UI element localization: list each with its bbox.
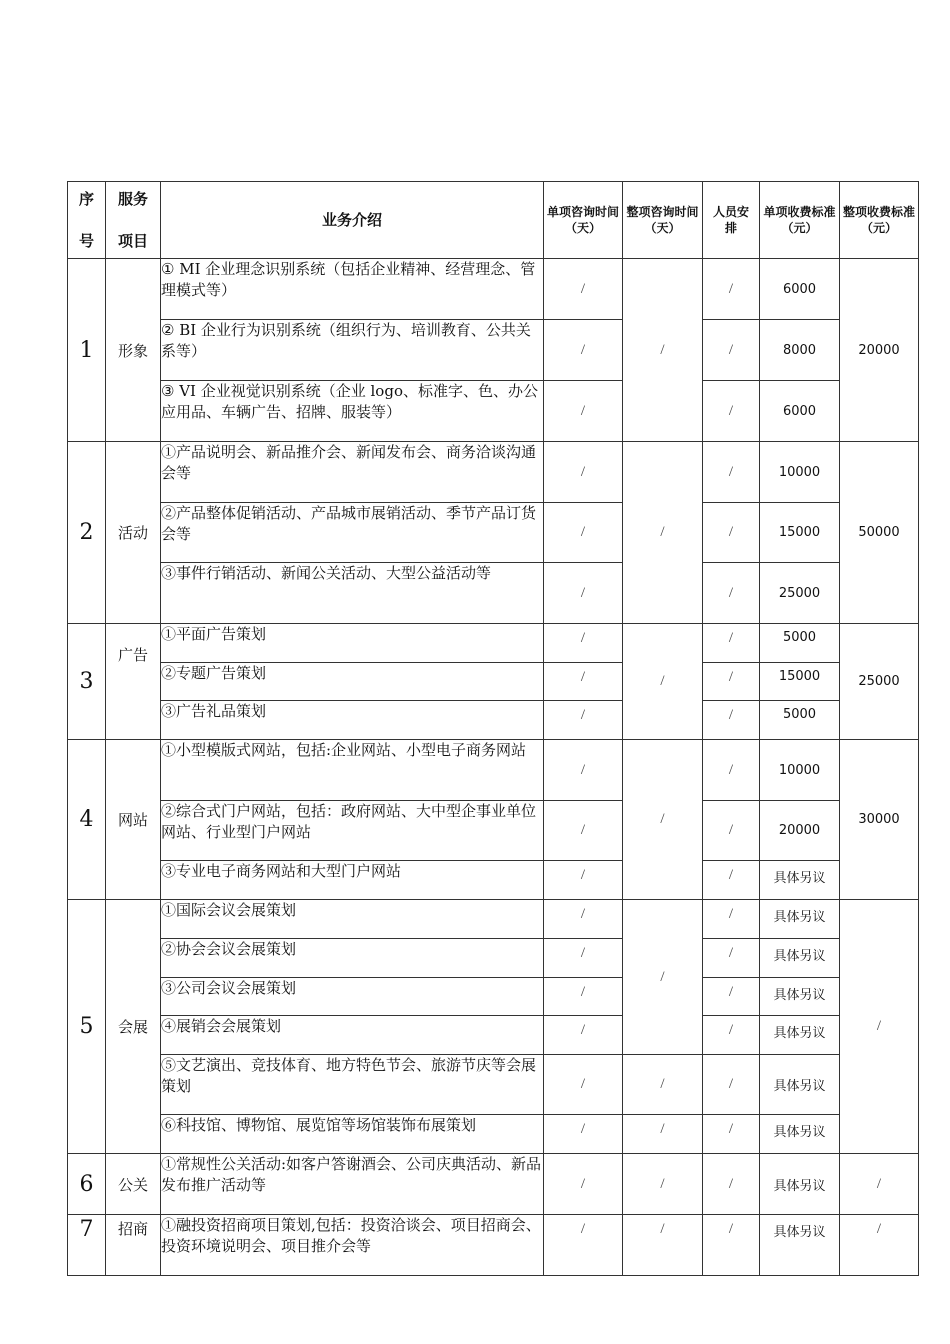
service-description: ① MI 企业理念识别系统（包括企业精神、经营理念、管理模式等）	[161, 259, 544, 320]
staff-value: /	[703, 701, 760, 740]
single-time-value: /	[544, 861, 623, 900]
service-description: ①常规性公关活动:如客户答谢酒会、公司庆典活动、新品发布推广活动等	[161, 1154, 544, 1215]
staff-value: /	[703, 1154, 760, 1215]
single-time-value: /	[544, 701, 623, 740]
single-fee-value: 具体另议	[760, 1115, 840, 1154]
staff-value: /	[703, 801, 760, 861]
single-time-value: /	[544, 939, 623, 978]
staff-value: /	[703, 503, 760, 563]
service-description: ②产品整体促销活动、产品城市展销活动、季节产品订货会等	[161, 503, 544, 563]
whole-fee-value: 25000	[840, 624, 919, 740]
single-fee-value: 5000	[760, 624, 840, 663]
staff-value: /	[703, 563, 760, 624]
header-single-time: 单项咨询时间（天）	[544, 182, 623, 259]
service-name: 招商	[106, 1215, 161, 1276]
service-description: ①融投资招商项目策划,包括：投资洽谈会、项目招商会、投资环境说明会、项目推介会等	[161, 1215, 544, 1276]
table-row	[68, 740, 919, 801]
single-time-value: /	[544, 1215, 623, 1276]
row-seq: 2	[68, 442, 106, 624]
single-fee-value: 15000	[760, 663, 840, 701]
whole-time-value: /	[623, 1154, 703, 1215]
single-fee-value: 15000	[760, 503, 840, 563]
single-fee-value: 具体另议	[760, 1055, 840, 1115]
service-name: 广告	[106, 624, 161, 740]
header-single-fee: 单项收费标准（元）	[760, 182, 840, 259]
row-seq: 4	[68, 740, 106, 900]
whole-time-value: /	[623, 1115, 703, 1154]
row-seq: 7	[68, 1215, 106, 1276]
service-description: ②协会会议会展策划	[161, 939, 544, 978]
single-fee-value: 具体另议	[760, 978, 840, 1016]
header-description: 业务介绍	[161, 182, 544, 259]
service-description: ①产品说明会、新品推介会、新闻发布会、商务洽谈沟通会等	[161, 442, 544, 503]
staff-value: /	[703, 900, 760, 939]
table-row	[68, 381, 919, 442]
single-fee-value: 具体另议	[760, 1154, 840, 1215]
whole-fee-value: /	[840, 1154, 919, 1215]
staff-value: /	[703, 1016, 760, 1055]
table-row	[68, 701, 919, 740]
single-fee-value: 6000	[760, 381, 840, 442]
whole-fee-value: 20000	[840, 259, 919, 442]
single-time-value: /	[544, 503, 623, 563]
table-row	[68, 663, 919, 701]
whole-time-value: /	[623, 1215, 703, 1276]
staff-value: /	[703, 320, 760, 381]
service-name: 活动	[106, 442, 161, 624]
single-time-value: /	[544, 381, 623, 442]
table-row	[68, 1055, 919, 1115]
staff-value: /	[703, 1115, 760, 1154]
service-description: ④展销会会展策划	[161, 1016, 544, 1055]
table-row	[68, 624, 919, 663]
service-name: 公关	[106, 1154, 161, 1215]
header-whole-time: 整项咨询时间（天）	[623, 182, 703, 259]
staff-value: /	[703, 1055, 760, 1115]
table-row	[68, 900, 919, 939]
whole-fee-value: 30000	[840, 740, 919, 900]
single-fee-value: 具体另议	[760, 1215, 840, 1276]
single-fee-value: 8000	[760, 320, 840, 381]
staff-value: /	[703, 939, 760, 978]
header-seq: 序 号	[68, 182, 106, 259]
whole-time-value: /	[623, 442, 703, 624]
service-description: ①小型模版式网站，包括:企业网站、小型电子商务网站	[161, 740, 544, 801]
single-time-value: /	[544, 1016, 623, 1055]
service-fee-table	[67, 181, 919, 1276]
whole-time-value: /	[623, 900, 703, 1055]
single-time-value: /	[544, 259, 623, 320]
staff-value: /	[703, 663, 760, 701]
staff-value: /	[703, 442, 760, 503]
service-description: ①国际会议会展策划	[161, 900, 544, 939]
row-seq: 1	[68, 259, 106, 442]
single-time-value: /	[544, 1055, 623, 1115]
whole-time-value: /	[623, 259, 703, 442]
service-name: 形象	[106, 259, 161, 442]
header-staff: 人员安排	[703, 182, 760, 259]
single-time-value: /	[544, 320, 623, 381]
whole-time-value: /	[623, 1055, 703, 1115]
staff-value: /	[703, 259, 760, 320]
service-description: ①平面广告策划	[161, 624, 544, 663]
whole-fee-value: /	[840, 1215, 919, 1276]
service-description: ② BI 企业行为识别系统（组织行为、培训教育、公共关系等）	[161, 320, 544, 381]
row-seq: 5	[68, 900, 106, 1154]
header-service-item: 服务 项目	[106, 182, 161, 259]
staff-value: /	[703, 624, 760, 663]
service-description: ③ VI 企业视觉识别系统（企业 logo、标准字、色、办公应用品、车辆广告、招牌、服装等）	[161, 381, 544, 442]
service-description: ③公司会议会展策划	[161, 978, 544, 1016]
table-row	[68, 503, 919, 563]
single-time-value: /	[544, 624, 623, 663]
row-seq: 6	[68, 1154, 106, 1215]
single-time-value: /	[544, 978, 623, 1016]
table-row	[68, 259, 919, 320]
whole-time-value: /	[623, 624, 703, 740]
whole-fee-value: /	[840, 900, 919, 1154]
table-row	[68, 1154, 919, 1215]
table-row	[68, 1115, 919, 1154]
single-fee-value: 具体另议	[760, 861, 840, 900]
single-time-value: /	[544, 663, 623, 701]
single-fee-value: 6000	[760, 259, 840, 320]
staff-value: /	[703, 861, 760, 900]
single-fee-value: 20000	[760, 801, 840, 861]
table-row	[68, 442, 919, 503]
single-fee-value: 具体另议	[760, 1016, 840, 1055]
single-time-value: /	[544, 1154, 623, 1215]
service-description: ③事件行销活动、新闻公关活动、大型公益活动等	[161, 563, 544, 624]
header-row	[68, 182, 919, 259]
header-whole-fee: 整项收费标准（元）	[840, 182, 919, 259]
single-time-value: /	[544, 1115, 623, 1154]
service-description: ③专业电子商务网站和大型门户网站	[161, 861, 544, 900]
staff-value: /	[703, 740, 760, 801]
service-description: ⑥科技馆、博物馆、展览馆等场馆装饰布展策划	[161, 1115, 544, 1154]
single-fee-value: 具体另议	[760, 939, 840, 978]
single-time-value: /	[544, 740, 623, 801]
single-fee-value: 5000	[760, 701, 840, 740]
staff-value: /	[703, 978, 760, 1016]
single-time-value: /	[544, 900, 623, 939]
whole-fee-value: 50000	[840, 442, 919, 624]
service-description: ⑤文艺演出、竞技体育、地方特色节会、旅游节庆等会展策划	[161, 1055, 544, 1115]
service-name: 网站	[106, 740, 161, 900]
service-description: ②综合式门户网站，包括：政府网站、大中型企事业单位网站、行业型门户网站	[161, 801, 544, 861]
service-description: ③广告礼品策划	[161, 701, 544, 740]
single-fee-value: 10000	[760, 740, 840, 801]
service-description: ②专题广告策划	[161, 663, 544, 701]
table-row	[68, 861, 919, 900]
table-row	[68, 939, 919, 978]
single-time-value: /	[544, 563, 623, 624]
single-fee-value: 10000	[760, 442, 840, 503]
staff-value: /	[703, 381, 760, 442]
row-seq: 3	[68, 624, 106, 740]
whole-time-value: /	[623, 740, 703, 900]
service-name: 会展	[106, 900, 161, 1154]
single-fee-value: 具体另议	[760, 900, 840, 939]
table-row	[68, 1016, 919, 1055]
table-row	[68, 801, 919, 861]
single-time-value: /	[544, 801, 623, 861]
staff-value: /	[703, 1215, 760, 1276]
table-row	[68, 563, 919, 624]
single-fee-value: 25000	[760, 563, 840, 624]
table-row	[68, 1215, 919, 1276]
table-row	[68, 978, 919, 1016]
single-time-value: /	[544, 442, 623, 503]
table-row	[68, 320, 919, 381]
